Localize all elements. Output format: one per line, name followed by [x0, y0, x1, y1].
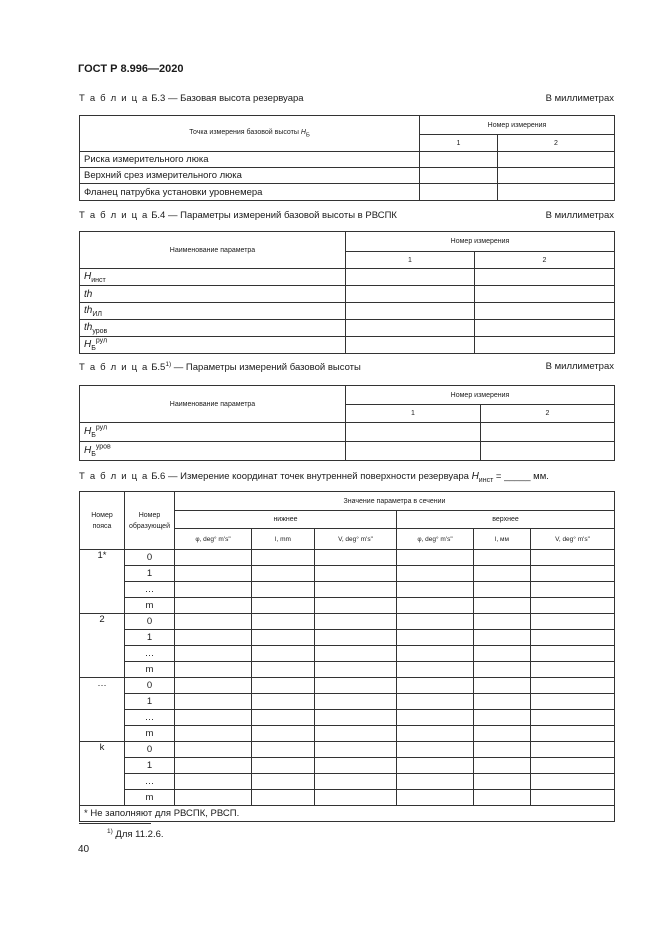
b5-param: $H_Б^{уров}$ [80, 442, 346, 461]
b6-param-col: V, deg° m's" [315, 529, 397, 550]
b6-row [80, 758, 615, 774]
b4-param: $H_Б^{рул}$ [80, 337, 346, 354]
b6-value-cell [531, 694, 615, 710]
b6-value-cell [315, 598, 397, 614]
b6-value-cell [315, 614, 397, 630]
b3-row-label: Верхний срез измерительного люка [80, 168, 420, 184]
b6-value-cell [175, 566, 252, 582]
b6-generatrix-number: m [125, 598, 175, 614]
b6-value-cell [315, 582, 397, 598]
b5-param: $H_Б^{рул}$ [80, 423, 346, 442]
b6-value-cell [397, 646, 474, 662]
b6-value-cell [397, 550, 474, 566]
b6-value-cell [252, 630, 315, 646]
b6-value-cell [531, 710, 615, 726]
b6-value-cell [252, 566, 315, 582]
b6-note: * Не заполняют для РВСПК, РВСП. [80, 806, 615, 822]
b6-value-cell [175, 550, 252, 566]
b6-param-col: φ, deg° m's" [175, 529, 252, 550]
b6-value-cell [252, 726, 315, 742]
b6-generatrix-number: 1 [125, 630, 175, 646]
b6-value-cell [315, 630, 397, 646]
b6-value-cell [175, 662, 252, 678]
b6-value-cell [474, 678, 531, 694]
b6-param-col: l, mm [252, 529, 315, 550]
b6-generatrix-number: 1 [125, 694, 175, 710]
b6-row [80, 550, 615, 566]
table-b5 [79, 385, 615, 461]
b4-number-1: 1 [346, 252, 475, 269]
b6-value-cell [397, 726, 474, 742]
b6-value-cell [474, 758, 531, 774]
b3-group-header: Номер измерения [420, 116, 615, 135]
b6-value-cell [315, 566, 397, 582]
b6-row [80, 774, 615, 790]
b6-value-cell [474, 710, 531, 726]
b6-belt-number: 2 [80, 614, 125, 678]
b6-value-cell [397, 598, 474, 614]
table-b5-unit: В миллиметрах [545, 361, 614, 372]
b6-value-cell [315, 758, 397, 774]
b6-generatrix-number: … [125, 710, 175, 726]
b6-belt-number: … [80, 678, 125, 742]
b6-generatrix-number: 0 [125, 678, 175, 694]
b5-group-header: Номер измерения [346, 386, 615, 405]
b6-value-cell [175, 614, 252, 630]
b6-value-cell [474, 774, 531, 790]
b6-value-cell [474, 790, 531, 806]
table-b4-unit: В миллиметрах [545, 210, 614, 221]
b6-value-cell [315, 646, 397, 662]
b6-value-cell [315, 774, 397, 790]
b6-value-cell [175, 790, 252, 806]
b4-param: th [80, 286, 346, 303]
b6-value-cell [397, 582, 474, 598]
b3-number-1: 1 [420, 135, 498, 152]
b6-value-cell [531, 614, 615, 630]
b6-value-cell [315, 790, 397, 806]
b3-number-2: 2 [498, 135, 615, 152]
b6-row [80, 582, 615, 598]
b6-generatrix-number: m [125, 726, 175, 742]
b6-generatrix-number: 1 [125, 566, 175, 582]
b6-value-cell [175, 710, 252, 726]
b6-belt-number: 1* [80, 550, 125, 614]
b6-value-cell [397, 630, 474, 646]
b4-param: $th_{уров}$ [80, 320, 346, 337]
b6-value-cell [252, 598, 315, 614]
b6-value-cell [397, 710, 474, 726]
b6-value-cell [531, 758, 615, 774]
b6-row [80, 726, 615, 742]
b4-param: $H_{инст}$ [80, 269, 346, 286]
b6-value-cell [315, 742, 397, 758]
b6-value-cell [531, 582, 615, 598]
b6-value-cell [397, 790, 474, 806]
b6-value-cell [474, 646, 531, 662]
b6-generatrix-number: m [125, 662, 175, 678]
b6-generatrix-number: 0 [125, 614, 175, 630]
b4-group-header: Номер измерения [346, 232, 615, 252]
b5-number-2: 2 [481, 405, 615, 423]
b6-value-cell [531, 678, 615, 694]
page-number: 40 [78, 844, 90, 855]
b6-row [80, 614, 615, 630]
b6-value-cell [315, 726, 397, 742]
b3-col-header: Точка измерения базовой высоты $H_Б$ [80, 116, 420, 152]
b6-value-cell [252, 582, 315, 598]
b6-sub-upper: верхнее [397, 511, 615, 529]
b6-value-cell [531, 566, 615, 582]
table-b5-caption: Т а б л и ц а Б.5$^{1)}$ — Параметры измерений базовой высоты [79, 361, 361, 374]
b6-value-cell [315, 710, 397, 726]
b6-sub-lower: нижнее [175, 511, 397, 529]
b6-generatrix-number: … [125, 774, 175, 790]
b6-value-cell [252, 790, 315, 806]
b6-group-header: Значение параметра в сечении [175, 492, 615, 511]
b6-value-cell [474, 566, 531, 582]
b6-generatrix-number: 1 [125, 758, 175, 774]
b6-value-cell [175, 678, 252, 694]
b6-value-cell [531, 726, 615, 742]
b6-value-cell [252, 678, 315, 694]
b3-row-label: Фланец патрубка установки уровнемера [80, 184, 420, 201]
b6-generatrix-number: … [125, 582, 175, 598]
footnote: $^{1)}$ Для 11.2.6. [107, 828, 164, 841]
b6-row [80, 694, 615, 710]
b6-value-cell [531, 630, 615, 646]
b6-value-cell [315, 678, 397, 694]
b4-number-2: 2 [475, 252, 615, 269]
b6-value-cell [252, 758, 315, 774]
b6-generatrix-number: 0 [125, 742, 175, 758]
b6-row [80, 630, 615, 646]
table-b4 [79, 231, 615, 354]
b6-value-cell [397, 566, 474, 582]
b6-value-cell [397, 694, 474, 710]
b6-row [80, 790, 615, 806]
b6-value-cell [474, 598, 531, 614]
b6-generatrix-number: 0 [125, 550, 175, 566]
b6-generatrix-number: … [125, 646, 175, 662]
table-b3-unit: В миллиметрах [545, 93, 614, 104]
b6-value-cell [315, 662, 397, 678]
b6-value-cell [252, 694, 315, 710]
b6-row [80, 742, 615, 758]
b6-generatrix-number: m [125, 790, 175, 806]
b6-value-cell [175, 742, 252, 758]
b6-row [80, 598, 615, 614]
b6-value-cell [531, 774, 615, 790]
b6-row [80, 678, 615, 694]
b6-value-cell [252, 662, 315, 678]
b6-value-cell [175, 694, 252, 710]
table-b6 [79, 491, 615, 822]
b6-value-cell [474, 550, 531, 566]
b6-value-cell [315, 550, 397, 566]
b6-value-cell [175, 774, 252, 790]
b6-row [80, 566, 615, 582]
b6-body [80, 550, 615, 806]
b5-number-1: 1 [346, 405, 481, 423]
b6-param-col: l, мм [474, 529, 531, 550]
b6-value-cell [397, 614, 474, 630]
b6-value-cell [397, 774, 474, 790]
b6-value-cell [175, 582, 252, 598]
b6-value-cell [397, 742, 474, 758]
table-b4-caption: Т а б л и ц а Б.4 — Параметры измерений базовой высоты в РВСПК [79, 210, 397, 221]
b6-row [80, 662, 615, 678]
b6-value-cell [175, 598, 252, 614]
b6-value-cell [531, 790, 615, 806]
b6-value-cell [175, 630, 252, 646]
b6-value-cell [531, 662, 615, 678]
b6-value-cell [531, 646, 615, 662]
b6-value-cell [474, 582, 531, 598]
b6-value-cell [397, 678, 474, 694]
footnote-separator [79, 823, 151, 824]
b6-value-cell [474, 726, 531, 742]
b6-value-cell [474, 662, 531, 678]
b6-value-cell [474, 630, 531, 646]
b6-value-cell [474, 742, 531, 758]
b6-value-cell [175, 758, 252, 774]
b6-value-cell [474, 614, 531, 630]
b6-value-cell [252, 646, 315, 662]
b6-param-col: V, deg° m's" [531, 529, 615, 550]
table-b3 [79, 115, 615, 201]
b4-param: $th_{ИЛ}$ [80, 303, 346, 320]
b6-value-cell [315, 694, 397, 710]
b6-value-cell [252, 710, 315, 726]
b6-value-cell [531, 742, 615, 758]
table-b3-caption: Т а б л и ц а Б.3 — Базовая высота резервуара [79, 93, 304, 104]
b6-value-cell [397, 662, 474, 678]
b6-value-cell [175, 646, 252, 662]
b6-belt-number: k [80, 742, 125, 806]
b6-param-col: φ, deg° m's" [397, 529, 474, 550]
table-b6-caption: Т а б л и ц а Б.6 — Измерение координат точек внутренней поверхности резервуара $H_{инст}$ = _____ мм. [79, 471, 549, 484]
b6-value-cell [252, 550, 315, 566]
standard-designation: ГОСТ Р 8.996—2020 [78, 63, 184, 75]
b6-row [80, 710, 615, 726]
b6-value-cell [531, 598, 615, 614]
b6-value-cell [252, 774, 315, 790]
b5-col-header: Наименование параметра [80, 386, 346, 423]
b6-col-generatrix: Номер образующей [125, 492, 175, 550]
b6-value-cell [474, 694, 531, 710]
b3-row-label: Риска измерительного люка [80, 152, 420, 168]
b6-value-cell [397, 758, 474, 774]
b6-row [80, 646, 615, 662]
b6-value-cell [531, 550, 615, 566]
b4-col-header: Наименование параметра [80, 232, 346, 269]
b6-value-cell [175, 726, 252, 742]
b6-value-cell [252, 614, 315, 630]
b6-value-cell [252, 742, 315, 758]
b6-col-belt: Номер пояса [80, 492, 125, 550]
